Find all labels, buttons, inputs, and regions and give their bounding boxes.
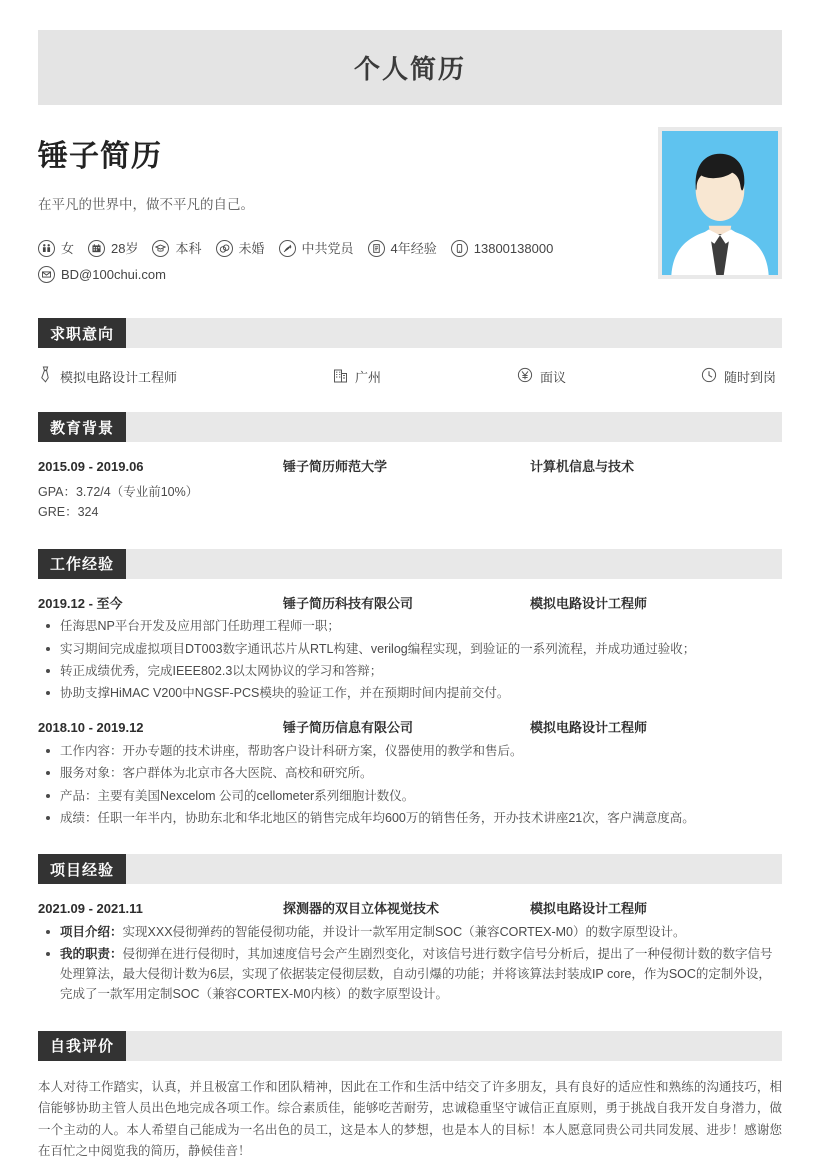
work-entry	[38, 720, 782, 828]
avatar	[658, 127, 782, 279]
intent-salary-label: 面议	[540, 369, 567, 385]
intent-availability-label: 随时到岗	[724, 369, 777, 385]
education-date: 2015.09 - 2019.06	[38, 459, 144, 474]
job-intent-row	[38, 366, 782, 386]
education-school: 锤子简历师范大学	[283, 459, 388, 474]
list-item: 成绩：任职一年半内，协助东北和华北地区的销售完成年均600万的销售任务，开办技术讲座21次，客户满意度高。	[38, 808, 782, 828]
section-work-header	[38, 549, 782, 579]
project-bullet-label: 我的职责：	[60, 946, 123, 961]
project-entry-head	[38, 901, 782, 917]
resume-page	[0, 30, 820, 1160]
intent-city	[333, 367, 517, 386]
meta-phone-label: 13800138000	[473, 240, 554, 256]
party-emblem-icon	[279, 240, 296, 257]
meta-gender-label: 女	[61, 240, 75, 256]
meta-phone	[451, 240, 554, 257]
section-title-self-eval: 自我评价	[38, 1031, 126, 1061]
intent-availability	[701, 367, 776, 386]
work-entry-head	[38, 596, 782, 612]
work-entry	[38, 596, 782, 704]
list-item	[38, 944, 782, 1005]
list-item: 转正成绩优秀，完成IEEE802.3以太网协议的学习和答辩；	[38, 661, 782, 681]
identity-details	[38, 127, 658, 287]
list-item: 实习期间完成虚拟项目DT003数字通讯芯片从RTL构建、verilog编程实现，到验证的一系列流程，并成功通过验收；	[38, 639, 782, 659]
rings-icon	[216, 240, 233, 257]
section-job-intent-header	[38, 318, 782, 348]
meta-age	[88, 240, 138, 257]
project-bullet-label: 项目介绍：	[60, 924, 123, 939]
section-education-header	[38, 412, 782, 442]
list-item: 任海思NP平台开发及应用部门任助理工程师一职；	[38, 616, 782, 636]
section-title-work: 工作经验	[38, 549, 126, 579]
education-gpa: GPA：3.72/4（专业前10%）	[38, 484, 199, 499]
section-title-project: 项目经验	[38, 854, 126, 884]
list-item	[38, 922, 782, 942]
meta-political	[279, 240, 354, 257]
project-entry	[38, 901, 782, 1005]
avatar-illustration	[662, 131, 778, 275]
building-icon	[333, 367, 348, 386]
education-major: 计算机信息与技术	[530, 459, 635, 474]
project-bullet-text: 侵彻弹在进行侵彻时，其加速度信号会产生剧烈变化，对该信号进行数字信号分析后，提出了一种侵彻计数的数字信号处理算法，最大侵彻计数为6层，实现了依据装定侵彻层数，自动引爆的功能；并将该算法封装成IP core，作为SOC的定制外设，完成了一款军用定制SOC（兼容CORTEX-M0内核）的数字原型设计。	[60, 946, 773, 1002]
intent-position-label: 模拟电路设计工程师	[60, 369, 178, 385]
phone-icon	[451, 240, 468, 257]
personal-meta-row-2	[38, 261, 658, 287]
work-entry-head	[38, 720, 782, 736]
meta-gender	[38, 240, 74, 257]
work-company: 锤子简历信息有限公司	[283, 720, 414, 736]
work-role: 模拟电路设计工程师	[530, 595, 648, 611]
identity-block	[38, 127, 782, 292]
meta-email	[38, 266, 166, 283]
list-item: 服务对象：客户群体为北京市各大医院、高校和研究所。	[38, 763, 782, 783]
section-title-job-intent: 求职意向	[38, 318, 126, 348]
intent-salary	[517, 367, 701, 386]
list-item: 工作内容：开办专题的技术讲座，帮助客户设计科研方案，仪器使用的教学和售后。	[38, 741, 782, 761]
calendar-icon	[88, 240, 105, 257]
self-eval-text: 本人对待工作踏实，认真，并且极富工作和团队精神，因此在工作和生活中结交了许多朋友，具有良好的适应性和熟练的沟通技巧，相信能够协助主管人员出色地完成各项工作。综合素质佳，能够吃苦耐劳，忠诚稳重坚守诚信正直原则，勇于挑战自我开发自身潜力，做一个主动的人。本人希望自己能成为一名出色的员工，这是本人的梦想，也是本人的目标！本人愿意同贵公司共同发展、进步！感谢您在百忙之中阅览我的简历，静候佳音！	[38, 1079, 782, 1159]
resume-banner	[38, 30, 782, 105]
education-gre: GRE：324	[38, 505, 99, 520]
meta-marital	[216, 240, 265, 257]
work-date: 2019.12 - 至今	[38, 595, 123, 611]
meta-education-label: 本科	[175, 240, 202, 256]
project-role: 模拟电路设计工程师	[530, 901, 648, 917]
meta-education	[152, 240, 201, 257]
section-title-education: 教育背景	[38, 412, 126, 442]
meta-age-label: 28岁	[111, 240, 139, 256]
education-entry	[38, 459, 782, 523]
meta-experience	[368, 240, 437, 257]
clock-icon	[701, 367, 717, 386]
personal-meta-row-1	[38, 235, 658, 261]
intent-position	[38, 366, 333, 386]
gender-icon	[38, 240, 55, 257]
document-icon	[368, 240, 385, 257]
meta-political-label: 中共党员	[301, 240, 354, 256]
section-self-eval-header	[38, 1031, 782, 1061]
list-item: 协助支撑HiMAC V200中NGSF-PCS模块的验证工作，并在预期时间内提前交付。	[38, 683, 782, 703]
work-company: 锤子简历科技有限公司	[283, 595, 414, 611]
education-details	[38, 482, 782, 523]
person-motto: 在平凡的世界中，做不平凡的自己。	[38, 197, 254, 212]
section-project-header	[38, 854, 782, 884]
graduation-cap-icon	[152, 240, 169, 257]
person-name: 锤子简历	[38, 140, 162, 173]
personal-meta	[38, 235, 658, 287]
meta-email-label: BD@100chui.com	[61, 266, 166, 282]
intent-city-label: 广州	[355, 369, 382, 385]
project-bullets	[38, 922, 782, 1005]
work-bullets	[38, 741, 782, 828]
envelope-icon	[38, 266, 55, 283]
work-bullets	[38, 616, 782, 703]
yen-icon	[517, 367, 533, 386]
work-role: 模拟电路设计工程师	[530, 720, 648, 736]
meta-marital-label: 未婚	[238, 240, 265, 256]
list-item: 产品：主要有美国Nexcelom 公司的cellometer系列细胞计数仪。	[38, 786, 782, 806]
work-date: 2018.10 - 2019.12	[38, 720, 144, 736]
project-bullet-text: 实现XXX侵彻弹药的智能侵彻功能，并设计一款军用定制SOC（兼容CORTEX-M0）的数字原型设计。	[122, 924, 686, 939]
meta-experience-label: 4年经验	[390, 240, 437, 256]
project-name: 探测器的双目立体视觉技术	[283, 901, 440, 917]
education-entry-head	[38, 459, 782, 475]
page-title: 个人简历	[353, 54, 466, 84]
necktie-icon	[38, 366, 53, 386]
project-date: 2021.09 - 2021.11	[38, 901, 143, 917]
